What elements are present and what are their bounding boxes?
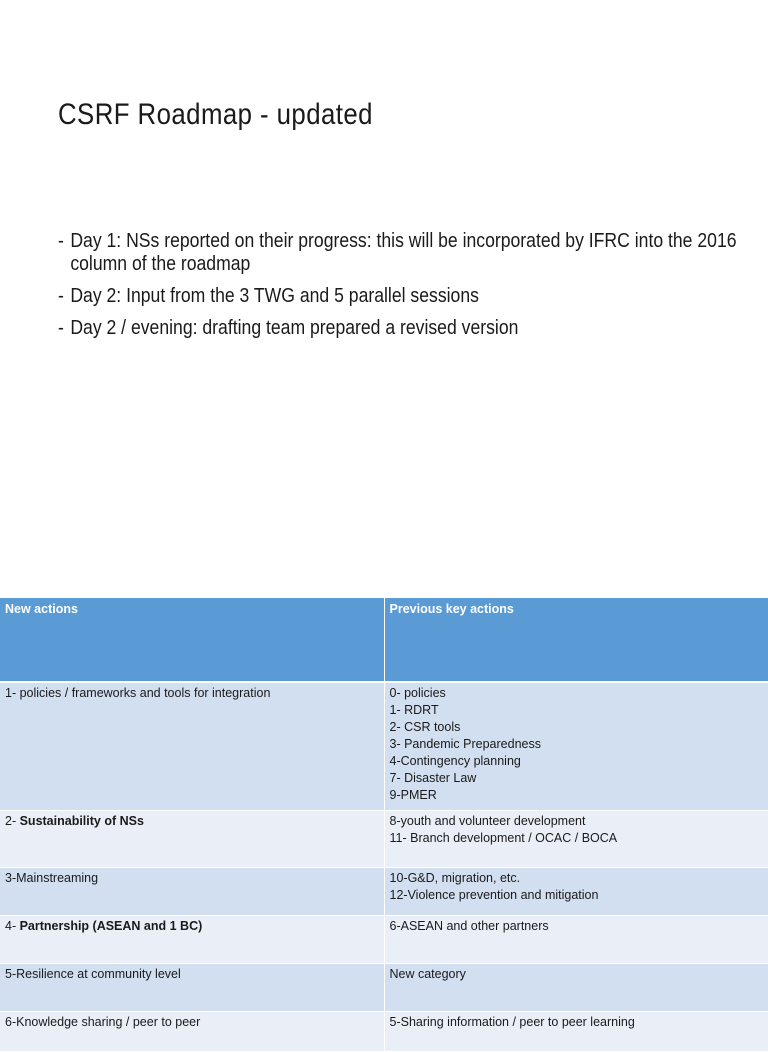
new-action-text: 5-Resilience at community level: [5, 966, 181, 981]
new-action-bold-text: Partnership (ASEAN and 1 BC): [19, 918, 203, 933]
table-row: [0, 963, 768, 1011]
previous-action-cell: [384, 963, 768, 1011]
table-row: [0, 867, 768, 915]
table-row: [0, 915, 768, 963]
new-action-cell: [0, 682, 384, 810]
previous-action-text: 0- policies 1- RDRT 2- CSR tools 3- Pandemic Preparedness 4-Contingency planning 7- Disaster Law 9-PMER: [389, 686, 541, 802]
new-action-cell: [0, 867, 384, 915]
new-action-cell: [0, 915, 384, 963]
previous-action-text: 10-G&D, migration, etc. 12-Violence prevention and mitigation: [389, 870, 599, 902]
table-row: [0, 810, 768, 867]
bullet-list: [58, 230, 758, 349]
table-header-row: [0, 598, 768, 682]
previous-action-cell: [384, 915, 768, 963]
new-action-text: 3-Mainstreaming: [5, 870, 99, 885]
previous-action-cell: [384, 682, 768, 810]
previous-action-text: 5-Sharing information / peer to peer learning: [389, 1014, 635, 1029]
new-action-bold-text: Sustainability of NSs: [19, 813, 144, 828]
column-header-new-actions: New actions: [0, 598, 384, 682]
slide-title: CSRF Roadmap - updated: [58, 98, 373, 131]
table-row: [0, 1011, 768, 1051]
table-row: [0, 682, 768, 810]
previous-action-cell: [384, 1011, 768, 1051]
new-action-cell: [0, 1011, 384, 1051]
previous-action-cell: [384, 810, 768, 867]
bullet-item: - Day 1: NSs reported on their progress: this will be incorporated by IFRC into the 2016 column of the roadmap: [58, 230, 757, 276]
previous-action-cell: [384, 867, 768, 915]
column-header-previous-key-actions: Previous key actions: [384, 598, 768, 682]
bullet-item: - Day 2: Input from the 3 TWG and 5 parallel sessions: [58, 285, 757, 308]
new-action-text: 6-Knowledge sharing / peer to peer: [5, 1014, 201, 1029]
bullet-item: - Day 2 / evening: drafting team prepared a revised version: [58, 317, 757, 340]
previous-action-text: New category: [389, 966, 466, 981]
new-action-text: 2-: [5, 813, 20, 828]
roadmap-table: [0, 598, 768, 1052]
new-action-text: 1- policies / frameworks and tools for integration: [5, 686, 271, 700]
previous-action-text: 8-youth and volunteer development 11- Branch development / OCAC / BOCA: [389, 813, 618, 845]
new-action-text: 4-: [5, 918, 20, 933]
previous-action-text: 6-ASEAN and other partners: [389, 918, 549, 933]
new-action-cell: [0, 963, 384, 1011]
new-action-cell: [0, 810, 384, 867]
